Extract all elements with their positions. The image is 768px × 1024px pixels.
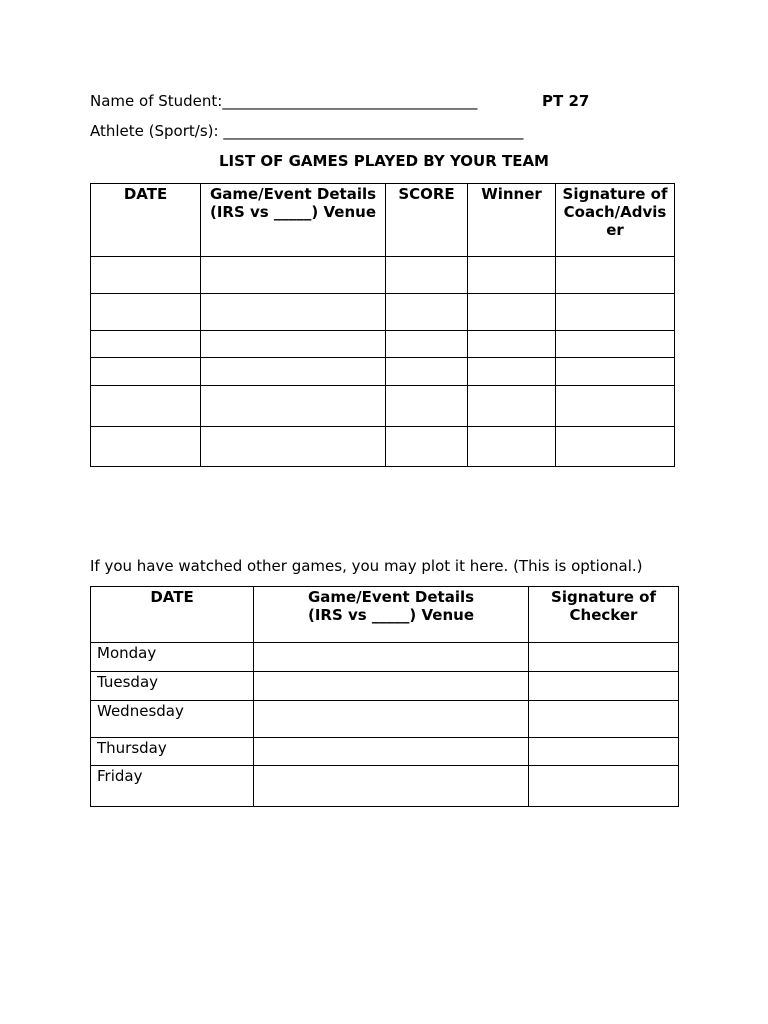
day-label-monday: Monday — [91, 643, 254, 672]
date-cell[interactable] — [91, 427, 201, 467]
game-details-cell[interactable] — [254, 672, 529, 701]
watched-games-table — [90, 586, 679, 807]
date-cell[interactable] — [91, 358, 201, 386]
column-header-checker-signature: Signature of Checker — [529, 587, 679, 643]
column-header-date: DATE — [91, 184, 201, 257]
score-cell[interactable] — [386, 331, 468, 358]
game-details-cell[interactable] — [201, 294, 386, 331]
game-details-cell[interactable] — [201, 386, 386, 427]
column-header-winner: Winner — [468, 184, 556, 257]
signature-cell[interactable] — [556, 331, 675, 358]
column-header-signature: Signature of Coach/Adviser — [556, 184, 675, 257]
table-row — [91, 386, 675, 427]
checker-signature-cell[interactable] — [529, 738, 679, 766]
optional-note: If you have watched other games, you may plot it here. (This is optional.) — [90, 557, 643, 575]
athlete-sport-field[interactable]: Athlete (Sport/s): ________________________________________ — [90, 122, 524, 140]
winner-cell[interactable] — [468, 331, 556, 358]
column-header-game-details: Game/Event Details (IRS vs _____) Venue — [254, 587, 529, 643]
day-label-tuesday: Tuesday — [91, 672, 254, 701]
score-cell[interactable] — [386, 386, 468, 427]
day-label-thursday: Thursday — [91, 738, 254, 766]
signature-cell[interactable] — [556, 386, 675, 427]
checker-signature-cell[interactable] — [529, 643, 679, 672]
score-cell[interactable] — [386, 294, 468, 331]
games-played-table — [90, 183, 675, 467]
winner-cell[interactable] — [468, 386, 556, 427]
score-cell[interactable] — [386, 257, 468, 294]
table-row — [91, 701, 679, 738]
game-details-cell[interactable] — [254, 738, 529, 766]
date-cell[interactable] — [91, 294, 201, 331]
checker-signature-cell[interactable] — [529, 766, 679, 807]
game-details-cell[interactable] — [254, 643, 529, 672]
date-cell[interactable] — [91, 257, 201, 294]
game-details-cell[interactable] — [254, 766, 529, 807]
date-cell[interactable] — [91, 331, 201, 358]
score-cell[interactable] — [386, 358, 468, 386]
winner-cell[interactable] — [468, 358, 556, 386]
table-row — [91, 643, 679, 672]
column-header-date: DATE — [91, 587, 254, 643]
table-row — [91, 738, 679, 766]
day-label-wednesday: Wednesday — [91, 701, 254, 738]
table-row — [91, 358, 675, 386]
game-details-cell[interactable] — [254, 701, 529, 738]
page-title: LIST OF GAMES PLAYED BY YOUR TEAM — [219, 152, 549, 170]
date-cell[interactable] — [91, 386, 201, 427]
day-label-friday: Friday — [91, 766, 254, 807]
winner-cell[interactable] — [468, 427, 556, 467]
student-name-field[interactable]: Name of Student:__________________________________ — [90, 92, 478, 110]
game-details-cell[interactable] — [201, 257, 386, 294]
column-header-score: SCORE — [386, 184, 468, 257]
score-cell[interactable] — [386, 427, 468, 467]
table-row — [91, 331, 675, 358]
table-row — [91, 427, 675, 467]
table-row — [91, 294, 675, 331]
pt-label: PT 27 — [542, 92, 590, 110]
signature-cell[interactable] — [556, 294, 675, 331]
checker-signature-cell[interactable] — [529, 701, 679, 738]
column-header-game-details: Game/Event Details (IRS vs _____) Venue — [201, 184, 386, 257]
winner-cell[interactable] — [468, 294, 556, 331]
table-row — [91, 257, 675, 294]
checker-signature-cell[interactable] — [529, 672, 679, 701]
signature-cell[interactable] — [556, 358, 675, 386]
table-row — [91, 766, 679, 807]
game-details-cell[interactable] — [201, 427, 386, 467]
game-details-cell[interactable] — [201, 331, 386, 358]
winner-cell[interactable] — [468, 257, 556, 294]
table-row — [91, 672, 679, 701]
signature-cell[interactable] — [556, 257, 675, 294]
game-details-cell[interactable] — [201, 358, 386, 386]
signature-cell[interactable] — [556, 427, 675, 467]
